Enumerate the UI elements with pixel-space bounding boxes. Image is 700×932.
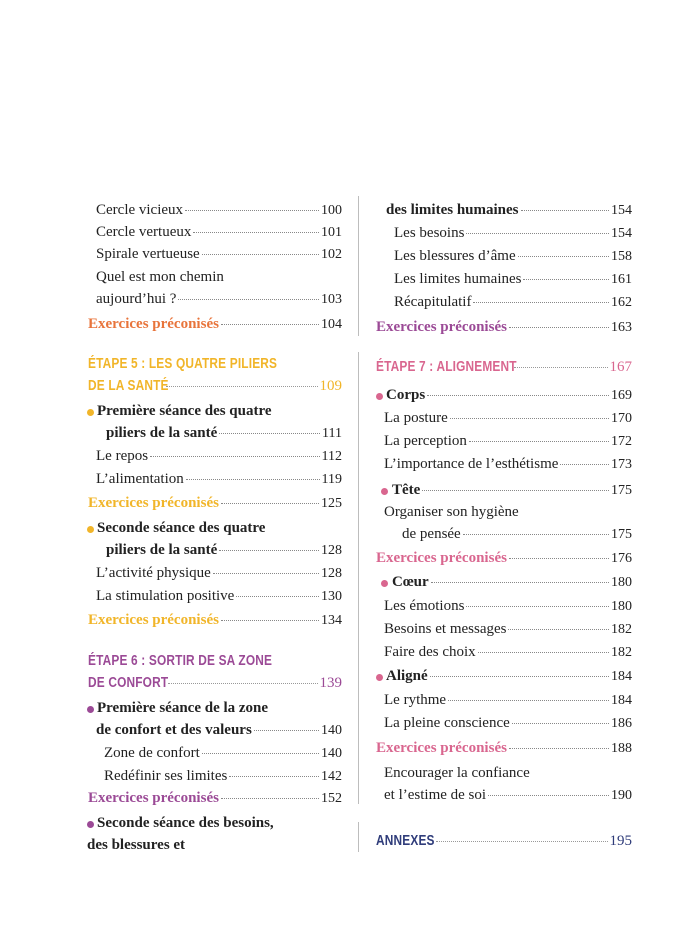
toc-page-number: 154 <box>611 203 632 218</box>
toc-entry-text: Organiser son hygiène <box>384 504 519 520</box>
session-title: Seconde séance des quatre <box>97 520 266 536</box>
section-entry[interactable] <box>392 481 632 500</box>
exercices-entry[interactable] <box>376 739 632 758</box>
session-title: piliers de la santé <box>106 425 218 441</box>
bullet-dot-icon <box>376 393 383 400</box>
toc-page-number: 102 <box>321 247 342 262</box>
toc-entry[interactable] <box>96 245 342 264</box>
annexes-entry[interactable] <box>376 832 632 850</box>
toc-page-number: 109 <box>319 378 342 394</box>
toc-entry[interactable] <box>384 691 632 710</box>
toc-page-number: 152 <box>321 791 342 806</box>
session-title: piliers de la santé <box>106 542 218 558</box>
bullet-dot-icon <box>381 488 388 495</box>
toc-entry-text: Zone de confort <box>104 745 200 761</box>
toc-page-number: 140 <box>321 723 342 738</box>
toc-page-number: 167 <box>609 359 632 375</box>
toc-page-number: 154 <box>611 226 632 241</box>
toc-page-number: 162 <box>611 295 632 310</box>
exercices-entry[interactable] <box>376 549 632 568</box>
toc-entry-text: Cercle vertueux <box>96 224 192 240</box>
session-title[interactable]: Seconde séance des besoins, <box>97 815 274 831</box>
exercices-label: Exercices préconisés <box>376 550 507 566</box>
toc-entry[interactable] <box>384 620 632 639</box>
toc-page-number: 182 <box>611 645 632 660</box>
toc-page-number: 140 <box>321 746 342 761</box>
toc-entry-text: Quel est mon chemin <box>96 269 224 285</box>
toc-page-number: 128 <box>321 543 342 558</box>
chapter-heading-etape6-line2: DE CONFORT <box>88 675 169 691</box>
toc-page-number: 172 <box>611 434 632 449</box>
toc-page-number: 100 <box>321 203 342 218</box>
session-title: Première séance des quatre <box>97 403 272 419</box>
toc-entry[interactable] <box>96 223 342 242</box>
section-entry[interactable] <box>386 667 632 686</box>
session-title: de confort et des valeurs <box>96 722 252 738</box>
toc-page-number: 176 <box>611 551 632 566</box>
session-entry[interactable] <box>106 424 342 443</box>
toc-page-number: 119 <box>321 472 342 487</box>
exercices-entry[interactable] <box>88 789 342 808</box>
toc-page-number: 180 <box>611 599 632 614</box>
chapter-heading-etape6-line[interactable] <box>88 674 342 692</box>
bullet-dot-icon <box>376 674 383 681</box>
toc-entry[interactable] <box>384 455 632 474</box>
toc-entry-text: aujourd’hui ? <box>96 291 177 307</box>
exercices-label: Exercices préconisés <box>88 495 219 511</box>
toc-page-number: 180 <box>611 575 632 590</box>
toc-entry-text: La perception <box>384 433 467 449</box>
toc-entry-text: La stimulation positive <box>96 588 235 604</box>
toc-page-number: 190 <box>611 788 632 803</box>
toc-page-number: 142 <box>321 769 342 784</box>
toc-entry-text: Les émotions <box>384 598 465 614</box>
exercices-label: Exercices préconisés <box>88 790 219 806</box>
toc-page-number: 188 <box>611 741 632 756</box>
toc-entry[interactable] <box>96 470 342 489</box>
toc-entry[interactable] <box>96 587 342 606</box>
toc-page-number: 111 <box>322 426 342 441</box>
chapter-heading-etape5-line[interactable] <box>88 377 342 395</box>
toc-entry[interactable] <box>384 714 632 733</box>
toc-page-number: 169 <box>611 388 632 403</box>
chapter-heading-etape5-line2: DE LA SANTÉ <box>88 378 169 394</box>
toc-entry-text: et l’estime de soi <box>384 787 487 803</box>
section-title: Aligné <box>386 668 428 684</box>
toc-page-number: 103 <box>321 292 342 307</box>
section-title: Tête <box>392 482 421 498</box>
bullet-dot-icon <box>87 706 94 713</box>
toc-entry[interactable] <box>384 597 632 616</box>
toc-page-number: 175 <box>611 527 632 542</box>
toc-entry[interactable] <box>104 767 342 786</box>
toc-page-number: 195 <box>609 833 632 849</box>
session-entry[interactable] <box>106 541 342 560</box>
toc-entry-text: Les besoins <box>394 225 465 241</box>
section-title: Cœur <box>392 574 429 590</box>
toc-page-number: 173 <box>611 457 632 472</box>
section-title: Corps <box>386 387 426 403</box>
toc-entry[interactable] <box>394 224 632 243</box>
session-title: des blessures et <box>87 837 186 853</box>
chapter-heading-etape5: ÉTAPE 5 : LES QUATRE PILIERS <box>88 356 278 372</box>
toc-entry-text: Besoins et messages <box>384 621 507 637</box>
toc-entry[interactable] <box>96 201 342 220</box>
toc-entry-text: Encourager la confiance <box>384 765 530 781</box>
bullet-dot-icon <box>87 526 94 533</box>
session-entry[interactable] <box>386 201 632 220</box>
annexes-heading: ANNEXES <box>376 833 435 849</box>
section-entry[interactable] <box>392 573 632 592</box>
toc-page-number: 139 <box>319 675 342 691</box>
toc-entry-text: La pleine conscience <box>384 715 510 731</box>
toc-page-number: 163 <box>611 320 632 335</box>
toc-page-number: 182 <box>611 622 632 637</box>
toc-page-number: 184 <box>611 669 632 684</box>
toc-entry-text: Le rythme <box>384 692 447 708</box>
session-entry[interactable] <box>96 721 342 740</box>
toc-page-number: 184 <box>611 693 632 708</box>
toc-page-number: 134 <box>321 613 342 628</box>
toc-page-number: 161 <box>611 272 632 287</box>
exercices-entry[interactable] <box>88 494 342 513</box>
exercices-entry[interactable] <box>88 315 342 334</box>
section-entry[interactable] <box>386 386 632 405</box>
toc-entry-text: Le repos <box>96 448 149 464</box>
toc-page-number: 170 <box>611 411 632 426</box>
chapter-heading-etape6: ÉTAPE 6 : SORTIR DE SA ZONE <box>88 653 273 669</box>
toc-page-number: 130 <box>321 589 342 604</box>
chapter-heading-etape7-line[interactable] <box>376 358 632 376</box>
toc-page-number: 186 <box>611 716 632 731</box>
toc-entry-text: Redéfinir ses limites <box>104 768 228 784</box>
exercices-entry[interactable] <box>376 318 632 337</box>
exercices-label: Exercices préconisés <box>376 740 507 756</box>
column-divider <box>358 822 359 852</box>
toc-entry-text: La posture <box>384 410 448 426</box>
toc-page-number: 128 <box>321 566 342 581</box>
chapter-heading-etape7: ÉTAPE 7 : ALIGNEMENT <box>376 359 517 375</box>
exercices-entry[interactable] <box>88 611 342 630</box>
toc-page-number: 158 <box>611 249 632 264</box>
toc-entry[interactable] <box>96 564 342 583</box>
toc-entry-text: L’alimentation <box>96 471 184 487</box>
toc-entry[interactable] <box>96 290 342 309</box>
exercices-label: Exercices préconisés <box>88 316 219 332</box>
column-divider <box>358 352 359 804</box>
toc-page-number: 112 <box>321 449 342 464</box>
toc-entry[interactable] <box>384 432 632 451</box>
toc-entry[interactable] <box>96 447 342 466</box>
toc-entry-text: de pensée <box>402 526 461 542</box>
toc-entry[interactable] <box>394 293 632 312</box>
session-title: des limites humaines <box>386 202 519 218</box>
toc-page-number: 101 <box>321 225 342 240</box>
toc-entry[interactable] <box>384 409 632 428</box>
exercices-label: Exercices préconisés <box>88 612 219 628</box>
toc-entry-text: Les limites humaines <box>394 271 522 287</box>
toc-entry[interactable] <box>384 643 632 662</box>
session-title: Première séance de la zone <box>97 700 269 716</box>
toc-entry-text: L’activité physique <box>96 565 211 581</box>
toc-entry[interactable] <box>384 786 632 805</box>
column-divider <box>358 196 359 336</box>
toc-page-number: 175 <box>611 483 632 498</box>
toc-entry[interactable] <box>394 247 632 266</box>
toc-entry-text: L’importance de l’esthétisme <box>384 456 559 472</box>
bullet-dot-icon <box>87 821 94 828</box>
exercices-label: Exercices préconisés <box>376 319 507 335</box>
toc-page-number: 125 <box>321 496 342 511</box>
toc-entry[interactable] <box>402 525 632 544</box>
toc-entry-text: Récapitulatif <box>394 294 472 310</box>
toc-entry[interactable] <box>104 744 342 763</box>
bullet-dot-icon <box>381 580 388 587</box>
toc-entry-text: Cercle vicieux <box>96 202 184 218</box>
toc-entry-text: Spirale vertueuse <box>96 246 200 262</box>
toc-page-number: 104 <box>321 317 342 332</box>
bullet-dot-icon <box>87 409 94 416</box>
toc-entry-text: Les blessures d’âme <box>394 248 516 264</box>
toc-entry-text: Faire des choix <box>384 644 476 660</box>
toc-entry[interactable] <box>394 270 632 289</box>
